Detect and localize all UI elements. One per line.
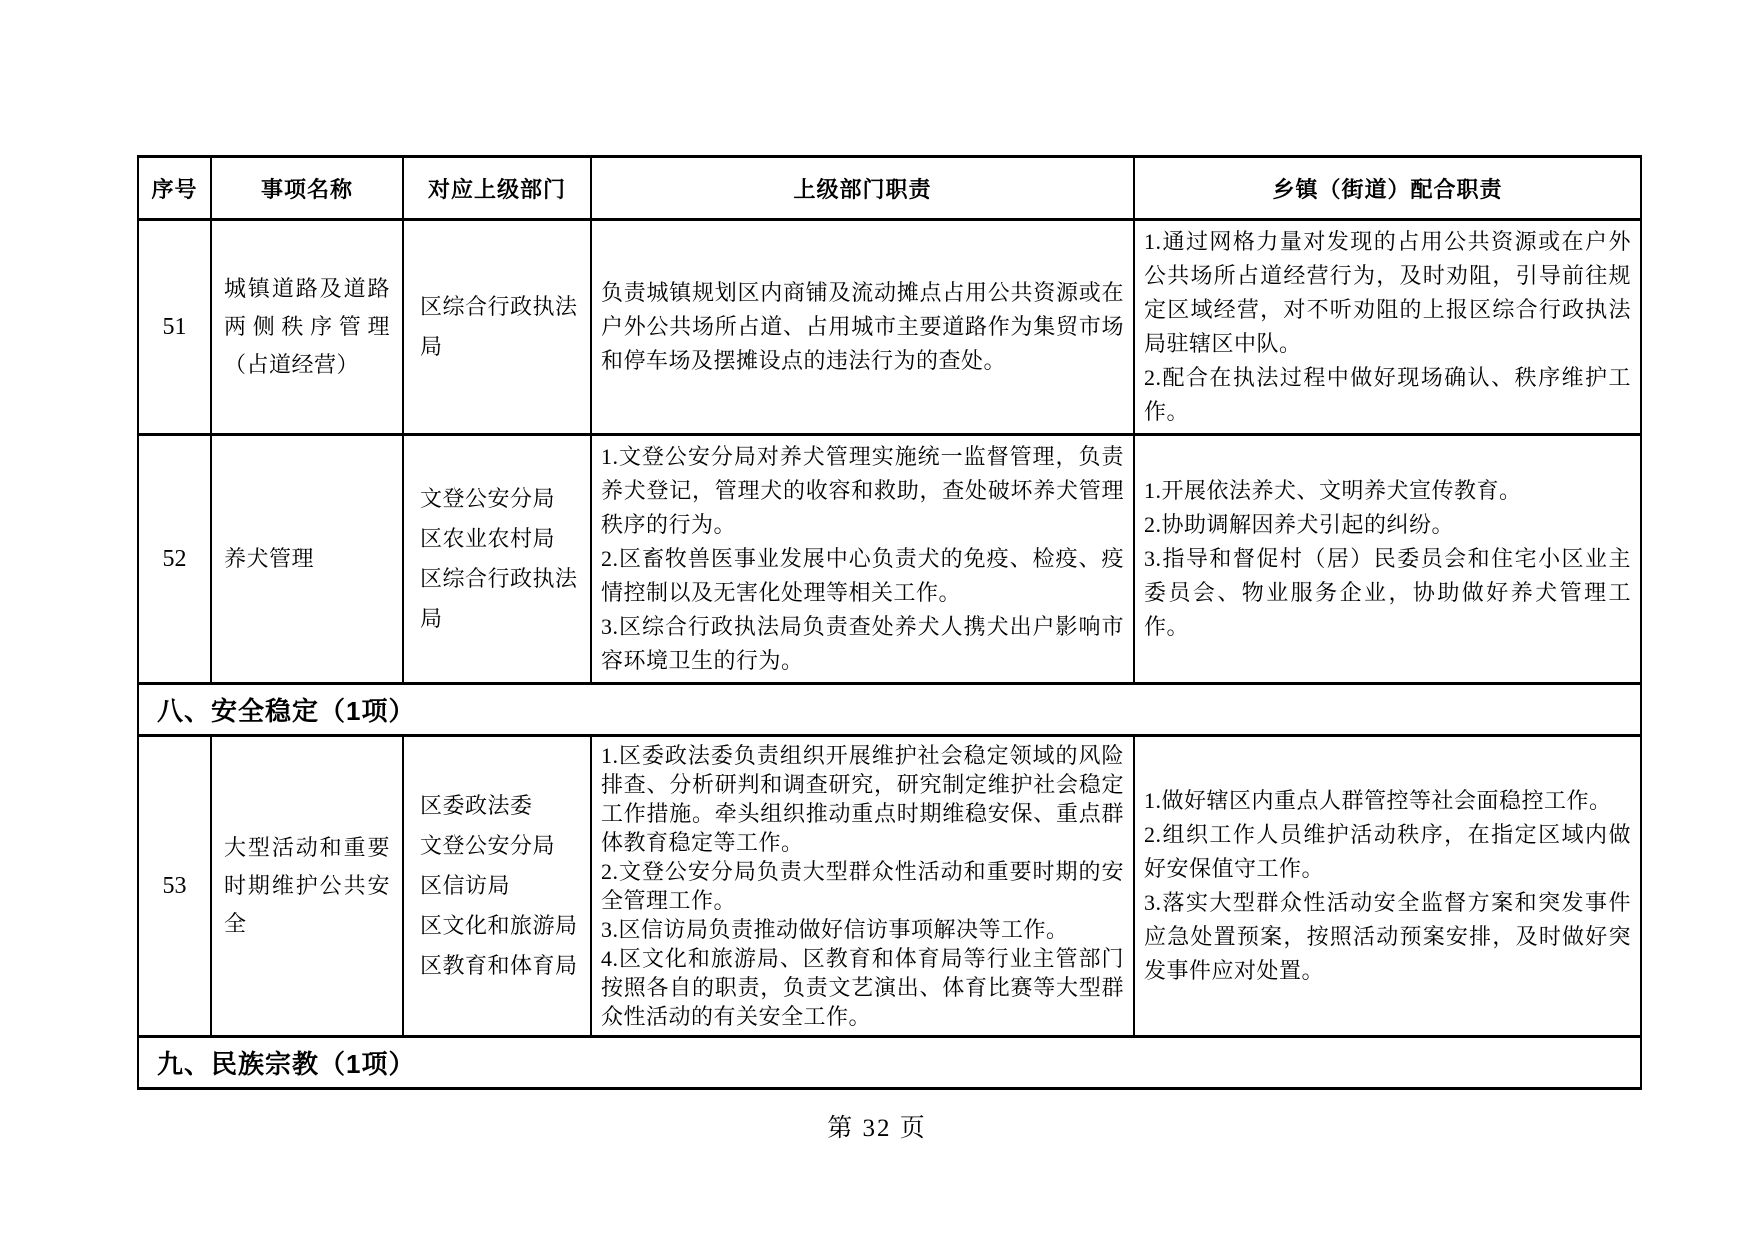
header-township-cooperation: 乡镇（街道）配合职责 <box>1134 157 1641 220</box>
duty-paragraph: 3.区信访局负责推动做好信访事项解决等工作。 <box>601 917 1069 942</box>
cooperation-paragraph: 1.做好辖区内重点人群管控等社会面稳控工作。 <box>1144 788 1612 813</box>
duties-cell <box>591 736 1134 1037</box>
table-row-53 <box>138 736 1641 1037</box>
row-number: 51 <box>138 220 211 435</box>
cooperation-paragraph: 2.协助调解因养犬引起的纠纷。 <box>1144 512 1455 537</box>
section-header-label: 九、民族宗教（1项） <box>138 1037 1641 1089</box>
department: 文登公安分局 <box>420 486 556 511</box>
cooperation-cell <box>1134 435 1641 684</box>
header-superior-duties: 上级部门职责 <box>591 157 1134 220</box>
cooperation-paragraph: 2.配合在执法过程中做好现场确认、秩序维护工作。 <box>1144 365 1631 424</box>
duties-cell <box>591 435 1134 684</box>
header-index: 序号 <box>138 157 211 220</box>
row-number: 53 <box>138 736 211 1037</box>
duty-paragraph: 负责城镇规划区内商铺及流动摊点占用公共资源或在户外公共场所占道、占用城市主要道路作为集贸市场和停车场及摆摊设点的违法行为的查处。 <box>601 280 1124 373</box>
duty-paragraph: 1.区委政法委负责组织开展维护社会稳定领域的风险排查、分析研判和调查研究，研究制定维护社会稳定工作措施。牵头组织推动重点时期维稳安保、重点群体教育稳定等工作。 <box>601 743 1124 855</box>
department: 区农业农村局 <box>420 526 556 551</box>
department: 区委政法委 <box>420 793 533 818</box>
duties-cell <box>591 220 1134 435</box>
cooperation-paragraph: 1.通过网格力量对发现的占用公共资源或在户外公共场所占道经营行为，及时劝阻，引导前往规定区域经营，对不听劝阻的上报区综合行政执法局驻辖区中队。 <box>1144 229 1631 356</box>
table-header-row <box>138 157 1641 220</box>
cooperation-cell <box>1134 736 1641 1037</box>
cooperation-paragraph: 1.开展依法养犬、文明养犬宣传教育。 <box>1144 478 1522 503</box>
departments-cell <box>403 736 591 1037</box>
department: 区文化和旅游局 <box>420 913 578 938</box>
responsibility-table <box>137 155 1642 1090</box>
section-header-row-9 <box>138 1037 1641 1089</box>
duty-paragraph: 1.文登公安分局对养犬管理实施统一监督管理，负责养犬登记，管理犬的收容和救助，查处破坏养犬管理秩序的行为。 <box>601 444 1124 537</box>
department: 区综合行政执法局 <box>420 566 578 631</box>
cooperation-paragraph: 3.指导和督促村（居）民委员会和住宅小区业主委员会、物业服务企业，协助做好养犬管理工作。 <box>1144 546 1631 639</box>
cooperation-paragraph: 3.落实大型群众性活动安全监督方案和突发事件应急处置预案，按照活动预案安排，及时做好突发事件应对处置。 <box>1144 890 1631 983</box>
department: 区信访局 <box>420 873 511 898</box>
duty-paragraph: 4.区文化和旅游局、区教育和体育局等行业主管部门按照各自的职责，负责文艺演出、体育比赛等大型群众性活动的有关安全工作。 <box>601 946 1124 1029</box>
duty-paragraph: 3.区综合行政执法局负责查处养犬人携犬出户影响市容环境卫生的行为。 <box>601 614 1124 673</box>
table-row-51 <box>138 220 1641 435</box>
row-number: 52 <box>138 435 211 684</box>
department: 区教育和体育局 <box>420 953 578 978</box>
cooperation-paragraph: 2.组织工作人员维护活动秩序，在指定区域内做好安保值守工作。 <box>1144 822 1631 881</box>
header-superior-department: 对应上级部门 <box>403 157 591 220</box>
item-name-cell: 城镇道路及道路两侧秩序管理（占道经营） <box>211 220 403 435</box>
department: 区综合行政执法局 <box>420 294 578 359</box>
duty-paragraph: 2.区畜牧兽医事业发展中心负责犬的免疫、检疫、疫情控制以及无害化处理等相关工作。 <box>601 546 1124 605</box>
section-header-row-8 <box>138 684 1641 736</box>
department: 文登公安分局 <box>420 833 556 858</box>
departments-cell <box>403 435 591 684</box>
departments-cell <box>403 220 591 435</box>
cooperation-cell <box>1134 220 1641 435</box>
duty-paragraph: 2.文登公安分局负责大型群众性活动和重要时期的安全管理工作。 <box>601 859 1124 913</box>
section-header-label: 八、安全稳定（1项） <box>138 684 1641 736</box>
item-name-cell: 大型活动和重要时期维护公共安全 <box>211 736 403 1037</box>
table-row-52 <box>138 435 1641 684</box>
header-item-name: 事项名称 <box>211 157 403 220</box>
page-number: 第 32 页 <box>827 1115 927 1142</box>
item-name-cell: 养犬管理 <box>211 435 403 684</box>
